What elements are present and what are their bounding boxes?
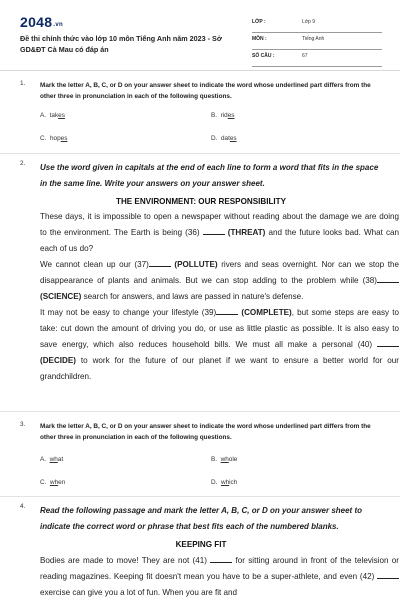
question-instruction: Use the word given in capitals at the end of each line to form a word that fits in the space in the same line. Write your answers on your answer sheet. <box>40 163 379 188</box>
option-c[interactable]: C. hopes <box>40 135 68 142</box>
paragraph: We cannot clean up our (37) (POLLUTE) rivers and seas overnight. Nor can we stop the disappearance of plants and animals. But we can stop adding to the problem while (38) (SCIENCE) search for answers, and laws are passed in nature's defense. <box>40 260 400 301</box>
page-header <box>20 14 382 66</box>
option-d[interactable]: D. dates <box>211 135 237 142</box>
answer-blank[interactable] <box>216 308 238 315</box>
exam-meta <box>252 16 382 67</box>
question-divider <box>0 153 400 154</box>
question-number: 3. <box>20 421 26 428</box>
meta-row-grade <box>252 16 382 33</box>
question-number: 2. <box>20 160 26 167</box>
meta-row-count <box>252 50 382 67</box>
question-divider <box>0 496 400 497</box>
option-a[interactable]: A. takes <box>40 112 65 119</box>
answer-blank[interactable] <box>377 572 399 579</box>
answer-blank[interactable] <box>377 276 399 283</box>
answer-blank[interactable] <box>377 340 399 347</box>
option-c[interactable]: C. when <box>40 479 66 486</box>
question-instruction: Read the following passage and mark the letter A, B, C, or D on your answer sheet to indicate the correct word or phrase that best fits each of the numbered blanks. <box>40 506 362 531</box>
option-d[interactable]: D. which <box>211 479 238 486</box>
passage-text <box>40 209 399 385</box>
paragraph: These days, it is impossible to open a newspaper without reading about the damage we are doing to the environment. The Earth is being (36) (THREAT) and the future looks bad. What can each of us do? <box>40 212 400 253</box>
paragraph: It may not be easy to change your lifestyle (39) (COMPLETE), but some steps are easy to take: cut down the amount of driving you do, or use as little plastic as possible. It is also easy to save energy, which also reduces household bills. We must all make a personal (40) (DECIDE) to work for the future of our planet if we want to ensure a better world for our grandchildren. <box>40 308 399 381</box>
question-divider <box>0 411 400 412</box>
question-number: 4. <box>20 503 26 510</box>
meta-value: 67 <box>302 53 308 59</box>
answer-blank[interactable] <box>210 556 232 563</box>
passage-title: THE ENVIRONMENT: OUR RESPONSIBILITY <box>116 197 286 206</box>
question-number: 1. <box>20 80 26 87</box>
answer-blank[interactable] <box>203 228 225 235</box>
paragraph: Bodies are made to move! They are not (41) for sitting around in front of the television or reading magazines. Keeping fit doesn't mean you have to be a super-athlete, and even (42) exercise can give you a lot of fun. When you are fit and <box>40 556 399 597</box>
document-title: Đề thi chính thức vào lớp 10 môn Tiếng Anh năm 2023 - Sở GD&ĐT Cà Mau có đáp án <box>20 34 222 54</box>
option-a[interactable]: A. what <box>40 456 64 463</box>
option-b[interactable]: B. whole <box>211 456 238 463</box>
meta-key: MÔN : <box>252 36 267 42</box>
question-instruction: Mark the letter A, B, C, or D on your answer sheet to indicate the word whose underlined part differs from the other three in pronunciation in each of the following questions. <box>40 423 371 441</box>
meta-value: Lớp 9 <box>302 19 316 25</box>
question-instruction: Mark the letter A, B, C, or D on your answer sheet to indicate the word whose underlined part differs from the other three in pronunciation in each of the following questions. <box>40 82 371 100</box>
passage-text <box>40 553 399 601</box>
meta-value: Tiếng Anh <box>302 36 325 42</box>
answer-blank[interactable] <box>149 260 171 267</box>
meta-key: LỚP : <box>252 19 266 25</box>
option-b[interactable]: B. rides <box>211 112 235 119</box>
header-divider <box>0 70 400 71</box>
site-logo[interactable]: 2048.vn <box>20 14 63 30</box>
meta-key: SỐ CÂU : <box>252 53 275 59</box>
passage-title: KEEPING FIT <box>175 540 227 549</box>
meta-row-subject <box>252 33 382 50</box>
